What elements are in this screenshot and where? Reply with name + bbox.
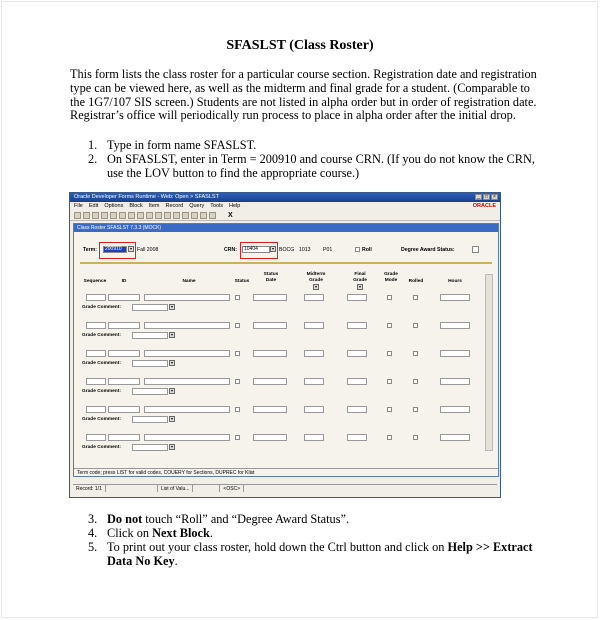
step-number: 5. [88,540,98,554]
step-number: 4. [88,526,98,540]
window-title: Oracle Developer Forms Runtime - Web: Open > SFASLST [74,194,219,200]
page-title: SFASLST (Class Roster) [226,38,374,53]
rolled-checkbox[interactable] [413,407,418,412]
status-checkbox[interactable] [235,379,240,384]
hours-field[interactable] [440,322,470,329]
final-grade-field[interactable] [347,294,367,301]
grade-comment-field[interactable] [132,304,168,311]
term-label: Term: [83,247,98,253]
term-highlight-box [99,242,136,259]
menu-edit[interactable]: Edit [88,203,99,209]
step-2 [88,152,548,180]
vertical-scrollbar[interactable] [485,274,493,451]
hours-field[interactable] [440,406,470,413]
form-titlebar: Class Roster SFASLST 7.3.3 (MOCK) [74,224,498,232]
sequence-field[interactable] [86,322,106,329]
grade-comment-label: Grade Comment: [82,361,121,366]
save-icon[interactable] [74,212,81,219]
window-titlebar [70,193,500,202]
grade-comment-field[interactable] [132,416,168,423]
hours-field[interactable] [440,294,470,301]
grade-comment-lov-button[interactable]: ▾ [170,332,173,337]
midterm-grade-field[interactable] [304,294,324,301]
crn-input[interactable]: 10404 [242,246,270,253]
grade-comment-lov-button[interactable]: ▾ [170,360,173,365]
col-name: Name [182,279,196,284]
menu-item[interactable]: Item [148,203,160,209]
step-3 [88,512,548,526]
grade-comment-label: Grade Comment: [82,389,121,394]
step-text [107,512,548,526]
step-pre: Click on [107,526,153,540]
grade-comment-label: Grade Comment: [82,445,121,450]
grade-comment-lov-button[interactable]: ▾ [170,444,173,449]
steps-list-top [88,138,548,180]
final-grade-field[interactable] [347,406,367,413]
col-status: Status [234,279,250,284]
course-number: 1013 [299,247,311,253]
status-date-field[interactable] [253,294,287,301]
lov-indicator: List of Valu... [158,485,194,492]
grade-comment-label: Grade Comment: [82,333,121,338]
oracle-forms-screenshot [69,192,501,498]
grade-mode-checkbox[interactable] [387,323,392,328]
sequence-field[interactable] [86,350,106,357]
grade-comment-lov-button[interactable]: ▾ [170,388,173,393]
intro-paragraph: This form lists the class roster for a particular course section. Registration date and registration type can be viewed here, as well as the midterm and final grade for a student. (Comparable to the 1G7/107 SIS screen.) Students are not listed in alpha order but in order of registration date. Registrar’s office will periodically run process to place in alpha order after the initial drop. [70,67,537,123]
step-number: 2. [88,152,98,166]
rolled-checkbox[interactable] [413,295,418,300]
name-field[interactable] [144,294,230,301]
menu-query[interactable]: Query [189,203,205,209]
rolled-checkbox[interactable] [413,379,418,384]
step-text [107,540,548,568]
exit-icon[interactable]: X [228,211,233,219]
status-date-field[interactable] [253,406,287,413]
menu-file[interactable]: File [74,203,83,209]
menu-tools[interactable]: Tools [210,203,224,209]
midterm-grade-field[interactable] [304,322,324,329]
col-hours: Hours [448,279,462,284]
grade-comment-field[interactable] [132,444,168,451]
roll-label: Roll [362,247,372,253]
status-checkbox[interactable] [235,295,240,300]
step-4 [88,526,548,540]
menu-record[interactable]: Record [165,203,184,209]
status-checkbox[interactable] [235,351,240,356]
final-grade-field[interactable] [347,378,367,385]
next-record-icon[interactable] [146,212,153,219]
name-field[interactable] [144,322,230,329]
class-roster-form [73,223,499,477]
status-hint: Term code; press LIST for valid codes, COUERY for Sections, DUPREC for Klist [74,468,498,476]
delete-record-icon[interactable] [164,212,171,219]
print-icon[interactable] [83,212,90,219]
previous-record-icon[interactable] [137,212,144,219]
roll-checkbox[interactable] [355,247,360,252]
maximize-icon[interactable]: □ [484,194,489,200]
col-sequence: Sequence [83,279,107,284]
step-rest: touch “Roll” and “Degree Award Status”. [142,512,350,526]
crn-highlight-box [240,242,278,259]
copy-icon[interactable] [101,212,108,219]
previous-block-icon[interactable] [119,212,126,219]
hours-field[interactable] [440,378,470,385]
id-field[interactable] [108,294,140,301]
grade-comment-lov-button[interactable]: ▾ [170,416,173,421]
steps-list-bottom [88,512,548,568]
grade-comment-field[interactable] [132,388,168,395]
enter-query-icon[interactable] [173,212,180,219]
section-number: P01 [323,247,333,253]
status-bar [73,484,497,492]
grade-mode-checkbox[interactable] [387,295,392,300]
midterm-grade-field[interactable] [304,350,324,357]
sequence-field[interactable] [86,294,106,301]
help-icon[interactable] [200,212,207,219]
hours-field[interactable] [440,350,470,357]
col-grade-mode: Grade Mode [384,272,398,283]
grade-comment-field[interactable] [132,332,168,339]
degree-award-status-label: Degree Award Status: [401,247,455,253]
crn-lov-button[interactable]: ▾ [271,246,274,251]
id-field[interactable] [108,378,140,385]
menu-help[interactable]: Help [229,203,241,209]
name-field[interactable] [144,406,230,413]
step-text: Type in form name SFASLST. [107,138,257,152]
toolbar [70,210,500,221]
degree-award-status-checkbox[interactable] [472,246,479,253]
menu-block[interactable]: Block [129,203,143,209]
final-grade-field[interactable] [347,322,367,329]
menu-options[interactable]: Options [104,203,124,209]
col-final-grade: Final Grade [353,272,367,283]
step-bold: Help >> Extract Data No Key [107,540,533,568]
id-field[interactable] [108,322,140,329]
rolled-checkbox[interactable] [413,435,418,440]
midterm-grade-field[interactable] [304,406,324,413]
osc-indicator: <OSC> [220,485,244,492]
final-grade-field[interactable] [347,434,367,441]
midterm-grade-field[interactable] [304,434,324,441]
hours-field[interactable] [440,434,470,441]
final-grade-lov-button[interactable]: ▾ [358,284,361,289]
crn-label: CRN: [224,247,237,253]
status-checkbox[interactable] [235,323,240,328]
cancel-query-icon[interactable] [191,212,198,219]
col-rolled: Rolled [408,279,424,284]
menu-bar [70,202,500,210]
grade-mode-checkbox[interactable] [387,435,392,440]
paste-icon[interactable] [110,212,117,219]
status-date-field[interactable] [253,378,287,385]
oracle-logo: ORACLE [472,203,496,209]
grade-mode-checkbox[interactable] [387,351,392,356]
name-field[interactable] [144,378,230,385]
rolled-checkbox[interactable] [413,323,418,328]
step-text [107,526,548,540]
col-status-date: Status Date [263,272,279,283]
block-separator [80,262,492,264]
step-number: 3. [88,512,98,526]
step-number: 1. [88,138,98,152]
window-controls [475,194,498,200]
step-5 [88,540,548,568]
execute-query-icon[interactable] [182,212,189,219]
final-grade-field[interactable] [347,350,367,357]
status-checkbox[interactable] [235,407,240,412]
name-field[interactable] [144,350,230,357]
step-bold: Do not [107,512,143,526]
term-lov-button[interactable]: ▾ [129,246,132,251]
lov-icon[interactable] [209,212,216,219]
col-midterm-grade: Midterm Grade [306,272,326,283]
midterm-grade-field[interactable] [304,378,324,385]
status-checkbox[interactable] [235,435,240,440]
id-field[interactable] [108,406,140,413]
step-1 [88,138,548,152]
close-icon[interactable]: × [491,194,498,200]
step-post: . [174,554,178,568]
grade-comment-lov-button[interactable]: ▾ [170,304,173,309]
col-id: ID [121,279,127,284]
next-block-icon[interactable] [128,212,135,219]
status-date-field[interactable] [253,322,287,329]
step-pre: To print out your class roster, hold down the Ctrl button and click on [107,540,448,554]
subject-code: BOCG [279,247,295,253]
id-field[interactable] [108,434,140,441]
sequence-field[interactable] [86,378,106,385]
id-field[interactable] [108,350,140,357]
rolled-checkbox[interactable] [413,351,418,356]
step-text: On SFASLST, enter in Term = 200910 and course CRN. (If you do not know the CRN, use the LOV button to find the appropriate course.) [107,152,535,180]
status-blank [106,485,158,492]
step-post: . [209,526,213,540]
record-indicator: Record: 1/1 [73,485,106,492]
grade-mode-checkbox[interactable] [387,407,392,412]
status-date-field[interactable] [253,434,287,441]
grade-comment-label: Grade Comment: [82,417,121,422]
sequence-field[interactable] [86,434,106,441]
midterm-grade-lov-button[interactable]: ▾ [314,284,317,289]
term-description: Fall 2008 [137,247,159,253]
name-field[interactable] [144,434,230,441]
term-input[interactable]: 200910 [103,246,127,253]
grade-comment-label: Grade Comment: [82,305,121,310]
status-blank-2 [193,485,220,492]
cut-icon[interactable] [92,212,99,219]
insert-record-icon[interactable] [155,212,162,219]
status-date-field[interactable] [253,350,287,357]
minimize-icon[interactable]: _ [475,194,482,200]
sequence-field[interactable] [86,406,106,413]
step-bold: Next Block [152,526,210,540]
grade-comment-field[interactable] [132,360,168,367]
grade-mode-checkbox[interactable] [387,379,392,384]
